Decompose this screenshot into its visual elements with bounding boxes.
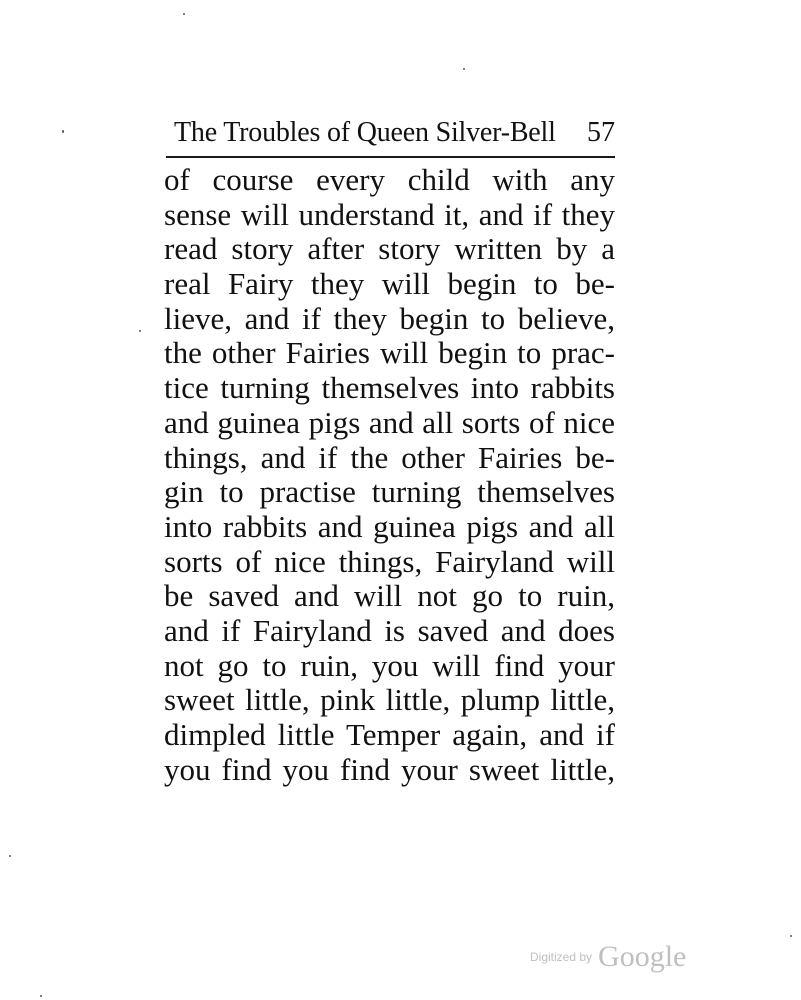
text-line: sense will understand it, and if they: [164, 196, 615, 232]
text-line: the other Fairies will begin to prac-: [164, 335, 615, 371]
text-line: tice turning themselves into rabbits: [164, 370, 615, 406]
text-line: dimpled little Temper again, and if: [164, 717, 615, 752]
text-line: not go to ruin, you will find your: [164, 647, 615, 683]
scan-speck: [139, 330, 141, 332]
text-line: into rabbits and guinea pigs and all: [164, 508, 615, 544]
text-line: be saved and will not go to ruin,: [164, 578, 615, 614]
running-header: [166, 116, 615, 158]
text-line: things, and if the other Fairies be-: [164, 439, 615, 475]
scan-speck: [40, 995, 42, 997]
text-line: sweet little, pink little, plump little,: [164, 682, 615, 718]
text-line: real Fairy they will begin to be-: [164, 266, 615, 302]
text-line: and guinea pigs and all sorts of nice: [164, 404, 615, 440]
text-line: lieve, and if they begin to believe,: [164, 300, 615, 336]
text-line: of course every child with any: [164, 162, 615, 197]
running-title: The Troubles of Queen Silver-Bell: [174, 117, 556, 148]
text-line: gin to practise turning themselves: [164, 474, 615, 510]
page-number: 57: [587, 117, 615, 148]
text-line: and if Fairyland is saved and does: [164, 612, 615, 648]
scan-speck: [9, 855, 11, 857]
scan-speck: [463, 68, 465, 70]
text-line: read story after story written by a: [164, 231, 615, 267]
digitized-brand: Google: [598, 940, 687, 973]
text-line: you find you find your sweet little,: [164, 751, 615, 787]
digitized-prefix: Digitized by: [530, 950, 593, 964]
text-line: sorts of nice things, Fairyland will: [164, 543, 615, 579]
scan-speck: [183, 13, 185, 15]
scan-speck: [62, 130, 64, 133]
body-text: [164, 163, 615, 787]
digitized-watermark: [530, 940, 686, 974]
scan-speck: [790, 935, 792, 937]
